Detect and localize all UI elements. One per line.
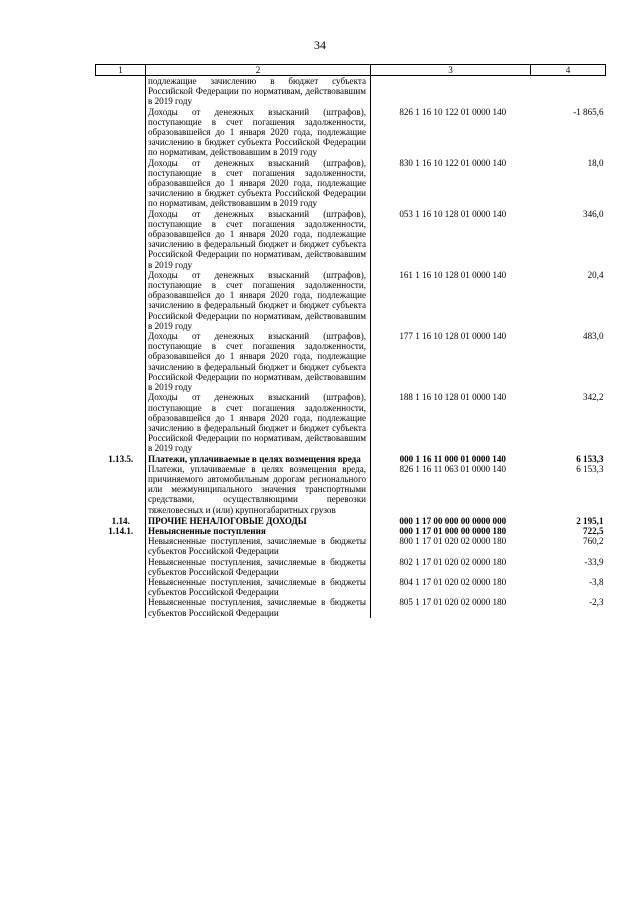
table-row	[96, 76, 606, 107]
row-amount: -1 865,6	[573, 106, 604, 117]
row-name: Невыясненные поступления	[146, 526, 371, 536]
row-number	[96, 270, 146, 331]
row-amount: 2 195,1	[576, 515, 604, 526]
row-name: ПРОЧИЕ НЕНАЛОГОВЫЕ ДОХОДЫ	[146, 515, 371, 526]
row-amount: -2,3	[589, 597, 604, 608]
row-number	[96, 597, 146, 617]
row-code: 000 1 16 11 000 01 0000 140	[399, 453, 506, 464]
column-header-code: 3	[371, 65, 531, 76]
table-row	[96, 536, 606, 556]
table-row	[96, 557, 606, 577]
row-number: 1.13.5.	[108, 453, 134, 464]
row-amount: 483,0	[583, 331, 604, 342]
row-number: 1.14.	[111, 515, 130, 526]
row-code: 830 1 16 10 122 01 0000 140	[399, 157, 507, 168]
row-amount: 722,5	[583, 525, 604, 536]
row-code: 177 1 16 10 128 01 0000 140	[399, 331, 507, 342]
table-row	[96, 209, 606, 270]
row-amount: -3,8	[589, 576, 604, 587]
row-amount: 346,0	[583, 208, 604, 219]
table-row	[96, 577, 606, 597]
table-row	[96, 597, 606, 617]
row-name: Доходы от денежных взысканий (штрафов), поступающие в счет погашения задолженности, образовавшейся до 1 января 2020 года, подлежащие зачислению в бюджет субъекта Российской Федерации по нормативам, действовавшим в 2019 году	[146, 107, 371, 158]
row-number	[96, 464, 146, 515]
row-code: 802 1 17 01 020 02 0000 180	[399, 556, 507, 567]
row-name: Невыясненные поступления, зачисляемые в бюджеты субъектов Российской Федерации	[146, 597, 371, 617]
row-number	[96, 392, 146, 453]
row-code: 805 1 17 01 020 02 0000 180	[399, 597, 507, 608]
row-name: Доходы от денежных взысканий (штрафов), поступающие в счет погашения задолженности, образовавшейся до 1 января 2020 года, подлежащие зачислению в федеральный бюджет и бюджет субъекта Российской Федерации по нормативам, действовавшим в 2019 году	[146, 331, 371, 392]
row-code: 188 1 16 10 128 01 0000 140	[399, 392, 507, 403]
row-number	[96, 536, 146, 556]
row-amount	[531, 76, 606, 107]
table-row	[96, 331, 606, 392]
row-name: Доходы от денежных взысканий (штрафов), поступающие в счет погашения задолженности, образовавшейся до 1 января 2020 года, подлежащие зачислению в федеральный бюджет и бюджет субъекта Российской Федерации по нормативам, действовавшим в 2019 году	[146, 392, 371, 453]
row-name: Доходы от денежных взысканий (штрафов), поступающие в счет погашения задолженности, образовавшейся до 1 января 2020 года, подлежащие зачислению в федеральный бюджет и бюджет субъекта Российской Федерации по нормативам, действовавшим в 2019 году	[146, 270, 371, 331]
table-row-section	[96, 515, 606, 526]
row-code: 000 1 17 01 000 00 0000 180	[399, 525, 507, 536]
table-row	[96, 392, 606, 453]
column-header-name: 2	[146, 65, 371, 76]
column-header-amount: 4	[531, 65, 606, 76]
table-row	[96, 464, 606, 515]
table-row-section	[96, 526, 606, 536]
row-code: 161 1 16 10 128 01 0000 140	[399, 269, 507, 280]
row-code: 804 1 17 01 020 02 0000 180	[399, 576, 507, 587]
row-amount: 6 153,3	[576, 453, 604, 464]
page-number: 34	[314, 38, 326, 52]
row-name: Платежи, уплачиваемые в целях возмещения вреда	[146, 454, 371, 464]
row-number	[96, 209, 146, 270]
row-code: 826 1 16 11 063 01 0000 140	[399, 463, 506, 474]
row-amount: 18,0	[587, 157, 604, 168]
table-body	[96, 76, 606, 618]
row-name: Доходы от денежных взысканий (штрафов), поступающие в счет погашения задолженности, образовавшейся до 1 января 2020 года, подлежащие зачислению в бюджет субъекта Российской Федерации по нормативам, действовавшим в 2019 году	[146, 158, 371, 209]
table-row	[96, 107, 606, 158]
row-code: 800 1 17 01 020 02 0000 180	[399, 536, 507, 547]
row-code: 000 1 17 00 000 00 0000 000	[399, 515, 507, 526]
row-name: Платежи, уплачиваемые в целях возмещения вреда, причиняемого автомобильным дорогам регионального или межмуниципального значения транспортными средствами, осуществляющими перевозки тяжеловесных и (или) крупногабаритных грузов	[146, 464, 371, 515]
row-code: 826 1 16 10 122 01 0000 140	[399, 106, 507, 117]
table-row	[96, 158, 606, 209]
row-amount: 20,4	[587, 269, 604, 280]
row-amount: 342,2	[583, 392, 604, 403]
row-name: Невыясненные поступления, зачисляемые в бюджеты субъектов Российской Федерации	[146, 577, 371, 597]
table-row-section	[96, 454, 606, 464]
row-amount: -33,9	[584, 556, 604, 567]
row-code: 053 1 16 10 128 01 0000 140	[399, 208, 507, 219]
row-number	[96, 577, 146, 597]
row-amount: 6 153,3	[576, 463, 604, 474]
table-header-row	[96, 65, 606, 76]
row-number: 1.14.1.	[108, 525, 134, 536]
row-code	[371, 76, 531, 107]
column-header-number: 1	[96, 65, 146, 76]
row-name: Невыясненные поступления, зачисляемые в бюджеты субъектов Российской Федерации	[146, 557, 371, 577]
row-number	[96, 107, 146, 158]
row-number	[96, 158, 146, 209]
row-amount: 760,2	[583, 536, 604, 547]
row-name: Доходы от денежных взысканий (штрафов), поступающие в счет погашения задолженности, образовавшейся до 1 января 2020 года, подлежащие зачислению в федеральный бюджет и бюджет субъекта Российской Федерации по нормативам, действовавшим в 2019 году	[146, 209, 371, 270]
row-name: Невыясненные поступления, зачисляемые в бюджеты субъектов Российской Федерации	[146, 536, 371, 556]
row-number	[96, 331, 146, 392]
row-name: подлежащие зачислению в бюджет субъекта Российской Федерации по нормативам, действовавшим в 2019 году	[146, 76, 371, 107]
row-number	[96, 557, 146, 577]
row-number	[96, 76, 146, 107]
budget-table	[95, 64, 606, 618]
table-row	[96, 270, 606, 331]
